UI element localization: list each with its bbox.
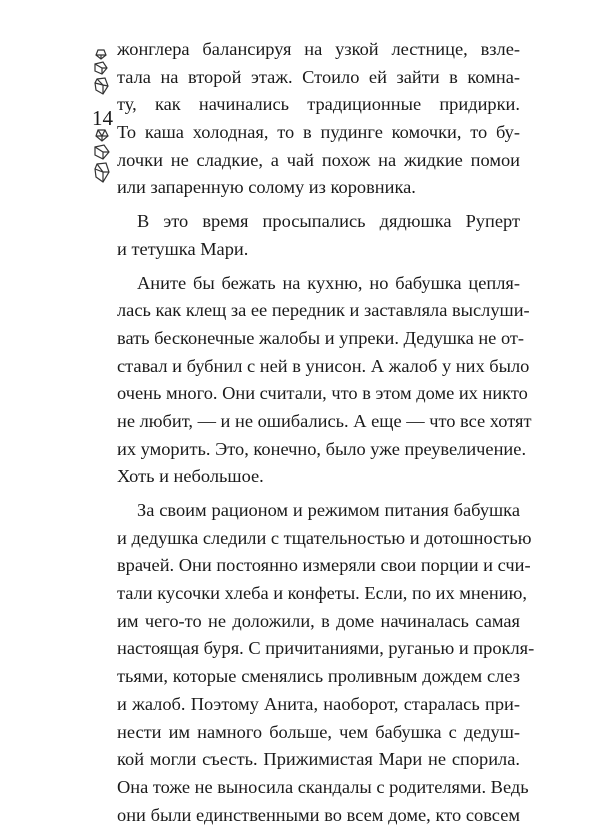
text-line: вать бесконечные жалобы и упреки. Дедушка не от- [117, 327, 525, 348]
text-line: Она тоже не выносила скандалы с родителями. Ведь [117, 776, 529, 797]
text-line: они были единственными во всем доме, кто совсем [117, 804, 520, 825]
text-line: и тетушка Мари. [117, 238, 249, 259]
text-line: ставал и бубнил с ней в унисон. А жалоб у них было [117, 355, 530, 376]
text-line: Аните бы бежать на кухню, но бабушка цепля- [137, 272, 520, 293]
text-line: кой могли съесть. Прижимистая Мари не спорила. [117, 749, 520, 770]
body-text [117, 36, 535, 829]
text-line: То каша холодная, то в пудинге комочки, то бу- [117, 122, 520, 143]
text-line: тьями, которые сменялись проливным дождем слез [117, 666, 520, 687]
text-line: ту, как начинались традиционные придирки. [117, 94, 520, 115]
text-line: настоящая буря. С причитаниями, руганью и прокля- [117, 638, 535, 659]
crystal-cluster-icon [90, 128, 116, 198]
text-line: врачей. Они постоянно измеряли свои порции и счи- [117, 555, 531, 576]
text-line: В это время просыпались дядюшка Руперт [137, 211, 520, 232]
text-line: тали кусочки хлеба и конфеты. Если, по их мнению, [117, 583, 527, 604]
text-line: очень много. Они считали, что в этом доме их никто [117, 383, 528, 404]
text-line: жонглера балансируя на узкой лестнице, взле- [117, 39, 520, 59]
text-line: или запаренную солому из коровника. [117, 177, 416, 198]
text-line: их уморить. Это, конечно, было уже преувеличение. [117, 438, 527, 459]
text-line: нести им намного больше, чем бабушка с дедуш- [117, 721, 520, 742]
text-line: лась как клещ за ее передник и заставляла выслуши- [117, 300, 530, 321]
text-line: тала на второй этаж. Стоило ей зайти в комна- [117, 66, 520, 87]
page-number: 14 [92, 106, 113, 130]
text-line: За своим рационом и режимом питания бабушка [137, 500, 520, 520]
text-line: и дедушка следили с тщательностью и дотошностью [117, 527, 532, 548]
text-line: не любит, — и не ошибались. А еще — что все хотят [117, 410, 532, 431]
text-line: и жалоб. Поэтому Анита, наоборот, старалась при- [117, 693, 520, 714]
crystal-cluster-icon [90, 48, 116, 108]
text-line: Хоть и небольшое. [117, 466, 264, 487]
text-line: им чего-то не доложили, в доме начиналась самая [117, 610, 520, 631]
text-line: лочки не сладкие, а чай похож на жидкие помои [117, 149, 520, 170]
